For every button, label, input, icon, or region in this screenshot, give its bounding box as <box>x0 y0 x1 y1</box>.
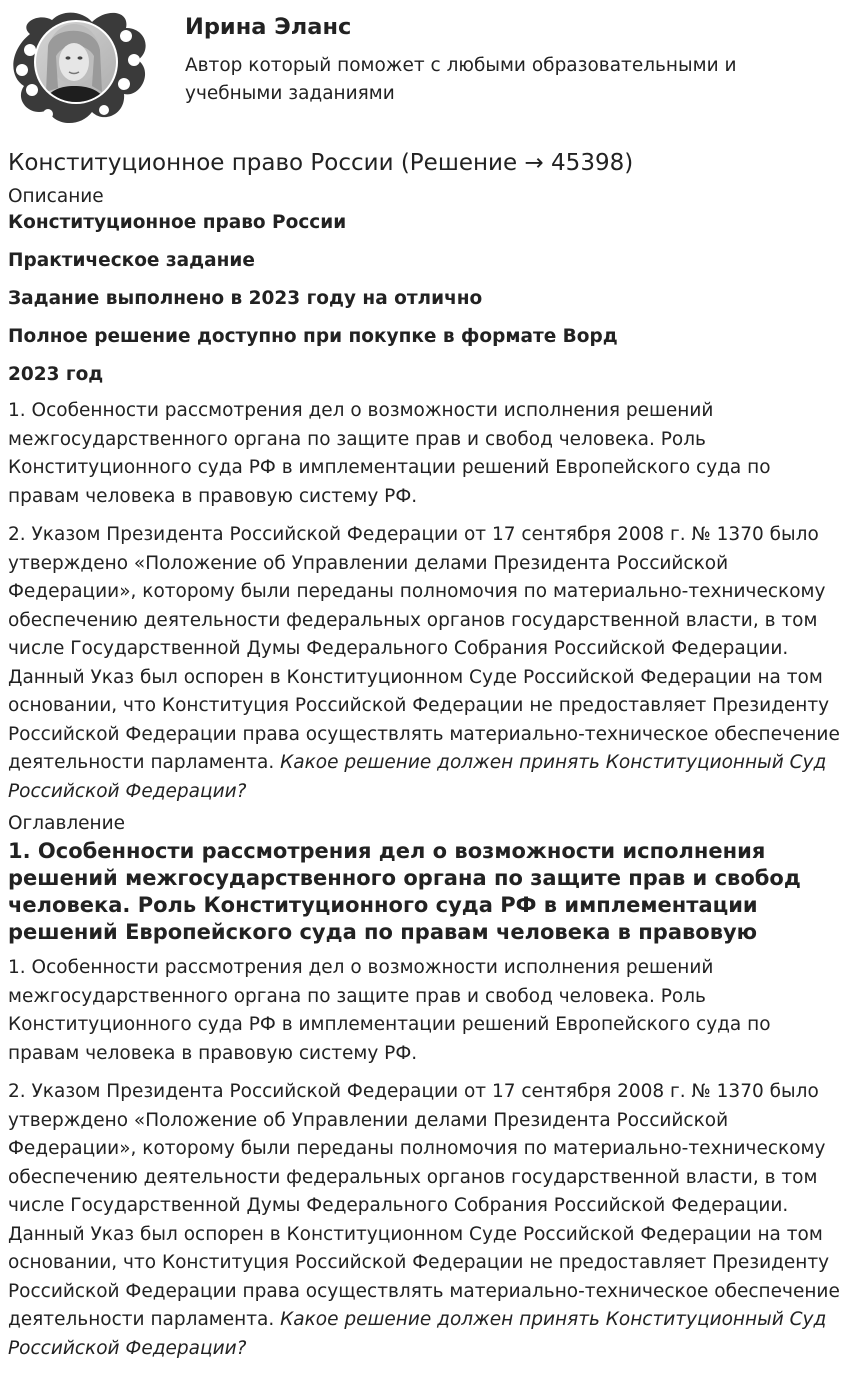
task-question: Какое решение должен принять Конституционный Суд Российской Федерации? <box>8 752 827 802</box>
toc-question: Какое решение должен принять Конституционный Суд Российской Федерации? <box>8 1309 827 1359</box>
toc-label: Оглавление <box>8 813 126 834</box>
bold-line-format: Полное решение доступно при покупке в формате Ворд <box>8 326 618 347</box>
toc-paragraph-1: 1. Особенности рассмотрения дел о возможности исполнения решений межгосударственного органа по защите прав и свобод человека. Роль Конституционного суда РФ в имплементации решений Европейского суда по правам человека в правовую систему РФ. <box>8 957 771 1064</box>
description-label: Описание <box>8 186 104 207</box>
author-description: Автор который поможет с любыми образовательными и учебными заданиями <box>185 55 737 104</box>
task-paragraph-2-text: 2. Указом Президента Российской Федерации от 17 сентября 2008 г. № 1370 было утверждено «Положение об Управлении делами Президента Российской Федерации», которому были переданы полномочия по материально-техническому обеспечению деятельности федеральных органов государственной власти, в том числе Государственной Думы Федерального Собрания Российской Федерации. Данный Указ был оспорен в Конституционном Суде Российской Федерации на том основании, что Конституция Российской Федерации не предоставляет Президенту Российской Федерации права осуществлять материально-техническое обеспечение деятельности парламента. <box>8 524 840 773</box>
document-content <box>8 146 844 1363</box>
toc-heading: 1. Особенности рассмотрения дел о возможности исполнения решений межгосударственного органа по защите прав и свобод человека. Роль Конституционного суда РФ в имплементации решений Европейского суда по правам человека в правовую <box>8 839 801 944</box>
task-paragraph-2 <box>8 521 844 806</box>
author-name[interactable]: Ирина Эланс <box>185 14 352 40</box>
task-paragraph-1: 1. Особенности рассмотрения дел о возможности исполнения решений межгосударственного органа по защите прав и свобод человека. Роль Конституционного суда РФ в имплементации решений Европейского суда по правам человека в правовую систему РФ. <box>8 400 771 507</box>
bold-line-completion: Задание выполнено в 2023 году на отлично <box>8 288 483 309</box>
toc-paragraph-2-text: 2. Указом Президента Российской Федерации от 17 сентября 2008 г. № 1370 было утверждено «Положение об Управлении делами Президента Российской Федерации», которому были переданы полномочия по материально-техническому обеспечению деятельности федеральных органов государственной власти, в том числе Государственной Думы Федерального Собрания Российской Федерации. Данный Указ был оспорен в Конституционном Суде Российской Федерации на том основании, что Конституция Российской Федерации не предоставляет Президенту Российской Федерации права осуществлять материально-техническое обеспечение деятельности парламента. <box>8 1081 840 1330</box>
bold-line-task-type: Практическое задание <box>8 250 255 271</box>
bold-line-year: 2023 год <box>8 364 104 385</box>
document-title: Конституционное право России (Решение → 45398) <box>8 150 634 176</box>
avatar-image <box>8 6 152 128</box>
bold-line-subject: Конституционное право России <box>8 212 347 233</box>
author-card <box>8 6 839 128</box>
author-avatar <box>8 6 152 128</box>
toc-paragraph-2 <box>8 1078 844 1363</box>
